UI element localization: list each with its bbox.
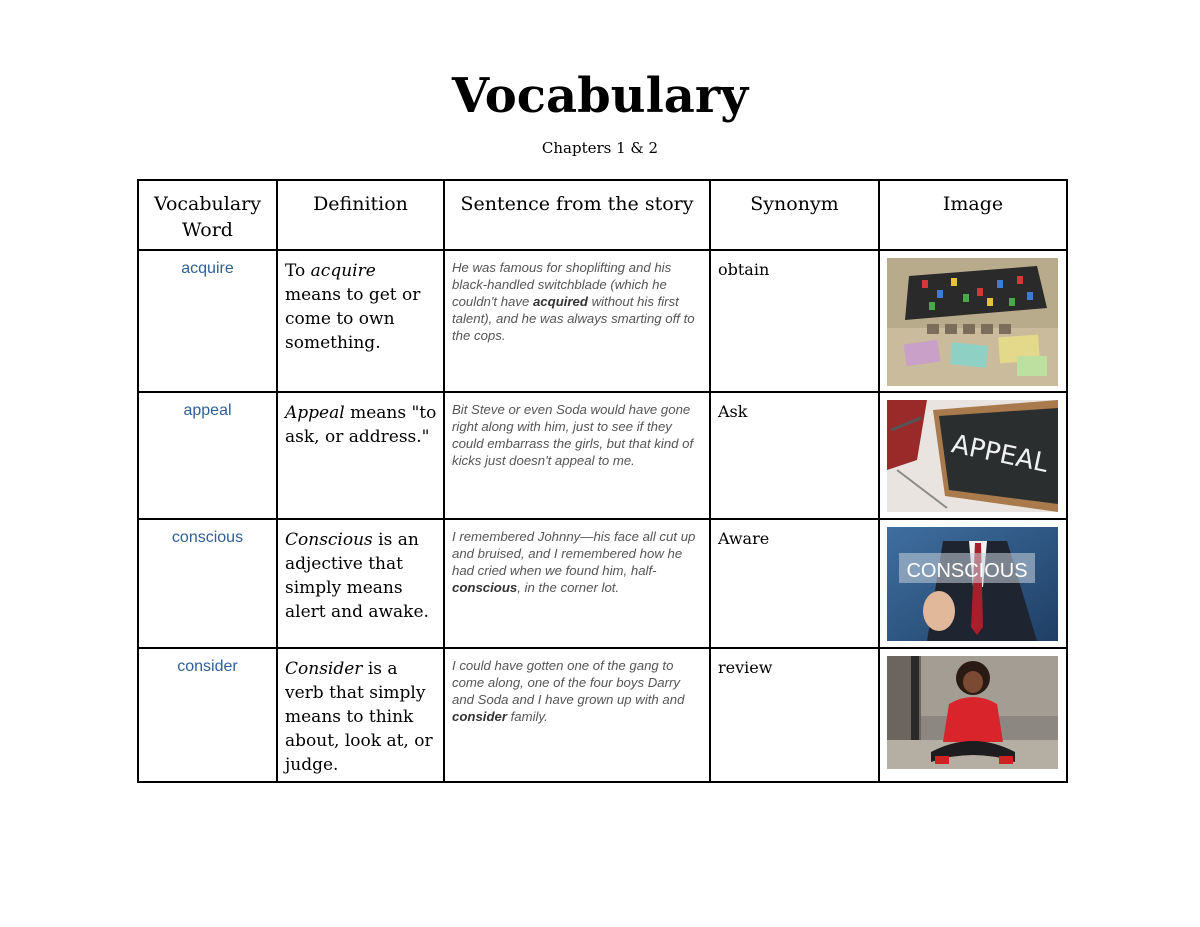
sentence-highlight: consider [452,709,507,724]
vocab-word: appeal [138,392,277,519]
image-cell [879,392,1067,519]
header-synonym: Synonym [710,180,879,250]
header-sentence: Sentence from the story [444,180,710,250]
image-cell [879,648,1067,782]
chalkboard-text: APPEAL [948,429,1051,479]
vocab-word: acquire [138,250,277,392]
sentence-text: , in the corner lot. [517,580,620,595]
board-game-photo [887,258,1058,386]
sentence-text: I could have gotten one of the gang to come along, one of the four boys Darry and Soda and I have grown up with and [452,658,685,707]
definition-text: is an adjective that simply means alert and awake. [285,530,429,622]
sentence-text: family. [506,709,548,724]
definition-text: means "to ask, or address." [285,403,437,447]
header-image: Image [879,180,1067,250]
table-row [138,392,1067,519]
definition-cell [277,519,444,648]
sentence-text: He was famous for shoplifting and his black-handled switchblade (which he couldn't have [452,260,672,309]
sentence-cell [444,392,710,519]
sentence-highlight: acquired [532,294,588,309]
definition-highlight: Conscious [285,530,373,550]
sentence-highlight: conscious [452,580,518,595]
image-overlay-text: CONSCIOUS [906,560,1028,582]
sentence-cell [444,648,710,782]
definition-text: is a verb that simply means to think about, look at, or judge. [285,659,433,775]
sentence-text: I remembered Johnny—his face all cut up and bruised, and I remembered how he had cried when we found him, half- [452,529,696,578]
definition-text: To [285,261,311,281]
businessman-conscious-photo [887,527,1058,641]
header-definition: Definition [277,180,444,250]
synonym-cell: obtain [710,250,879,392]
header-vocabulary-word: Vocabulary Word [138,180,277,250]
definition-highlight: acquire [310,261,376,281]
sentence-cell [444,250,710,392]
table-row [138,250,1067,392]
vocab-word: consider [138,648,277,782]
sentence-text: without his first talent), and he was always smarting off to the cops. [452,294,695,343]
page-subtitle: Chapters 1 & 2 [541,139,659,157]
table-row [138,519,1067,648]
definition-highlight: Appeal [285,403,345,423]
definition-text: means to get or come to own something. [285,285,421,353]
synonym-cell: Ask [710,392,879,519]
sentence-text: Bit Steve or even Soda would have gone right along with him, just to see if they could embarrass the girls, but that kind of kicks just doesn't appeal to me. [452,402,694,468]
sentence-cell [444,519,710,648]
synonym-cell: review [710,648,879,782]
chalkboard-appeal-photo [887,400,1058,512]
table-row [138,648,1067,782]
definition-cell [277,392,444,519]
page-title: Vocabulary [451,68,749,124]
table-header-row [138,180,1067,250]
person-sitting-photo [887,656,1058,769]
definition-cell [277,250,444,392]
synonym-cell: Aware [710,519,879,648]
vocab-word: conscious [138,519,277,648]
image-cell [879,250,1067,392]
vocabulary-table [137,179,1068,783]
definition-cell [277,648,444,782]
definition-highlight: Consider [285,659,363,679]
image-cell [879,519,1067,648]
